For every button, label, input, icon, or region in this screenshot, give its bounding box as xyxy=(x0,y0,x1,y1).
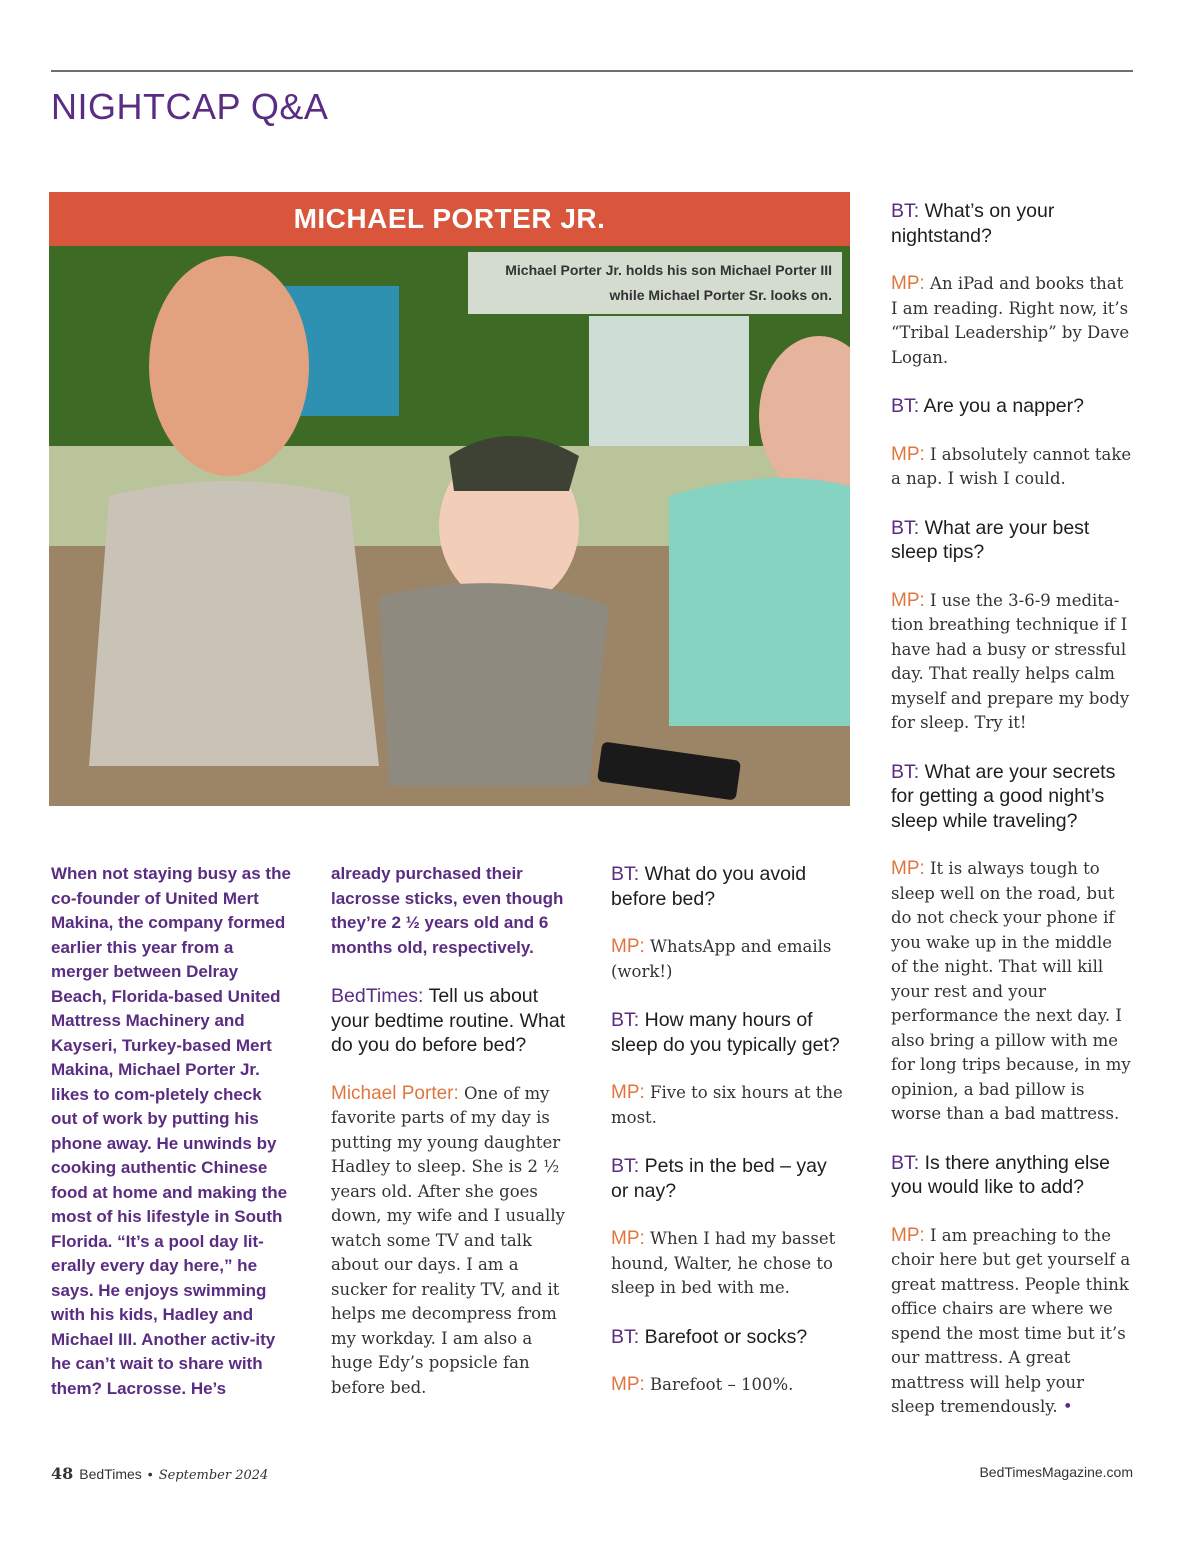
name-banner: MICHAEL PORTER JR. xyxy=(49,192,850,246)
question-label: BT: xyxy=(891,516,920,539)
question-text: What’s on your nightstand? xyxy=(891,200,1055,247)
answer-label: MP: xyxy=(611,1082,645,1103)
answer-text: I use the 3-6-9 medita-tion breathing technique if I have had a busy or stressful day. That really helps calm myself and prepare my body for sleep. Try it! xyxy=(891,590,1130,732)
issue-date: September 2024 xyxy=(158,1468,269,1483)
question-text: What do you avoid before bed? xyxy=(611,863,807,910)
answer-text: One of my favorite parts of my day is putting my young daughter Hadley to sleep. She is 2 ½ years old. After she goes down, my wife and I usually watch some TV and talk about our days. I am a sucker for reality TV, and it helps me decompress from my workday. I am also a huge Edy’s popsicle fan before bed. xyxy=(331,1083,565,1397)
question-label: BT: xyxy=(611,1155,640,1177)
question-label: BT: xyxy=(891,395,920,417)
answer-text: WhatsApp and emails (work!) xyxy=(611,937,832,981)
answer-label: Michael Porter: xyxy=(331,1082,459,1104)
answer-text: I am preaching to the choir here but get yourself a great mattress. People think office chairs are where we spend the most time but it’s our mattress. A great mattress will help your sleep tremendously. xyxy=(891,1225,1131,1416)
answer-7 xyxy=(891,589,1133,736)
question-text: Pets in the bed – yay or nay? xyxy=(611,1155,827,1202)
answer-8 xyxy=(891,857,1133,1127)
question-1 xyxy=(611,862,849,911)
footer-website: BedTimesMagazine.com xyxy=(979,1464,1133,1480)
column-4 xyxy=(891,199,1133,1444)
answer-text: I absolutely cannot take a nap. I wish I could. xyxy=(891,444,1132,488)
question-3 xyxy=(611,1154,849,1203)
answer-label: MP: xyxy=(611,1228,645,1249)
answer-5 xyxy=(891,272,1133,370)
question-text: Tell us about your bedtime routine. What do you do before bed? xyxy=(331,985,566,1056)
question-text: Are you a napper? xyxy=(923,395,1084,417)
answer-label: MP: xyxy=(891,858,925,879)
photo-illustration xyxy=(49,246,850,806)
answer-label: MP: xyxy=(891,443,925,465)
answer-text: When I had my basset hound, Walter, he chose to sleep in bed with me. xyxy=(611,1229,836,1297)
answer-6 xyxy=(891,443,1133,492)
footer-folio xyxy=(51,1464,268,1483)
question-label: BT: xyxy=(611,863,640,885)
magazine-name: BedTimes xyxy=(79,1466,142,1482)
question-text: What are your best sleep tips? xyxy=(891,516,1090,563)
answer-label: MP: xyxy=(891,273,925,294)
answer-text: Barefoot – 100%. xyxy=(650,1375,794,1394)
question-6 xyxy=(891,394,1133,419)
photo-caption xyxy=(468,252,842,314)
column-2 xyxy=(331,862,569,1424)
question-4 xyxy=(611,1325,849,1350)
intro-continued: already purchased their lacrosse sticks, even though they’re 2 ½ years old and 6 months old, respectively. xyxy=(331,864,564,957)
answer-9 xyxy=(891,1224,1133,1420)
question-text: How many hours of sleep do you typically get? xyxy=(611,1009,840,1056)
top-divider xyxy=(51,70,1133,72)
question-label: BT: xyxy=(891,200,920,222)
caption-line-1: Michael Porter Jr. holds his son Michael Porter III xyxy=(505,262,832,278)
section-title: NIGHTCAP Q&A xyxy=(51,86,329,127)
column-1 xyxy=(51,862,291,1401)
answer-label: MP: xyxy=(891,1224,925,1246)
answer-label: MP: xyxy=(611,1374,645,1395)
answer-4 xyxy=(611,1373,849,1398)
answer-0 xyxy=(331,1082,569,1401)
question-5 xyxy=(891,199,1133,248)
question-text: What are your secrets for getting a good night’s sleep while traveling? xyxy=(891,760,1116,832)
question-7 xyxy=(891,516,1133,565)
question-9 xyxy=(891,1151,1133,1200)
end-mark: • xyxy=(1062,1397,1073,1416)
answer-text: It is always tough to sleep well on the road, but do not check your phone if you wake up in the middle of the night. That will kill your rest and your performance the next day. I also bring a pillow with me for long trips because, in my opinion, a bad pillow is worse than a bad mattress. xyxy=(891,859,1131,1123)
answer-text: An iPad and books that I am reading. Right now, it’s “Tribal Leadership” by Dave Logan. xyxy=(891,274,1130,367)
question-text: Is there anything else you would like to add? xyxy=(891,1151,1110,1198)
answer-3 xyxy=(611,1227,849,1301)
caption-line-2: while Michael Porter Sr. looks on. xyxy=(609,287,832,303)
question-label: BT: xyxy=(891,1151,920,1174)
question-0 xyxy=(331,984,569,1058)
answer-2 xyxy=(611,1081,849,1130)
question-label: BedTimes: xyxy=(331,985,424,1007)
answer-text: Five to six hours at the most. xyxy=(611,1083,843,1127)
question-label: BT: xyxy=(611,1009,640,1031)
intro-text: When not staying busy as the co-founder of United Mert Makina, the company formed earlier this year from a merger between Delray Beach, Florida-based United Mattress Machinery and Kayseri, Turkey-based Mert Makina, Michael Porter Jr. likes to com-pletely check out of work by putting his phone away. He unwinds by cooking authentic Chinese food at home and making the most of his lifestyle in South Florida. “It’s a pool day lit-erally every day here,” he says. He enjoys swimming with his kids, Hadley and Michael III. Another activ-ity he can’t wait to share with them? Lacrosse. He’s xyxy=(51,864,291,1398)
question-label: BT: xyxy=(891,760,920,783)
question-8 xyxy=(891,760,1133,834)
column-3 xyxy=(611,862,849,1422)
answer-1 xyxy=(611,935,849,984)
page-number: 48 xyxy=(51,1464,74,1483)
answer-label: MP: xyxy=(891,589,925,611)
footer-separator: • xyxy=(147,1466,153,1482)
feature-photo xyxy=(49,246,850,806)
answer-label: MP: xyxy=(611,936,645,957)
question-2 xyxy=(611,1008,849,1057)
question-label: BT: xyxy=(611,1325,640,1348)
question-text: Barefoot or socks? xyxy=(644,1325,808,1348)
